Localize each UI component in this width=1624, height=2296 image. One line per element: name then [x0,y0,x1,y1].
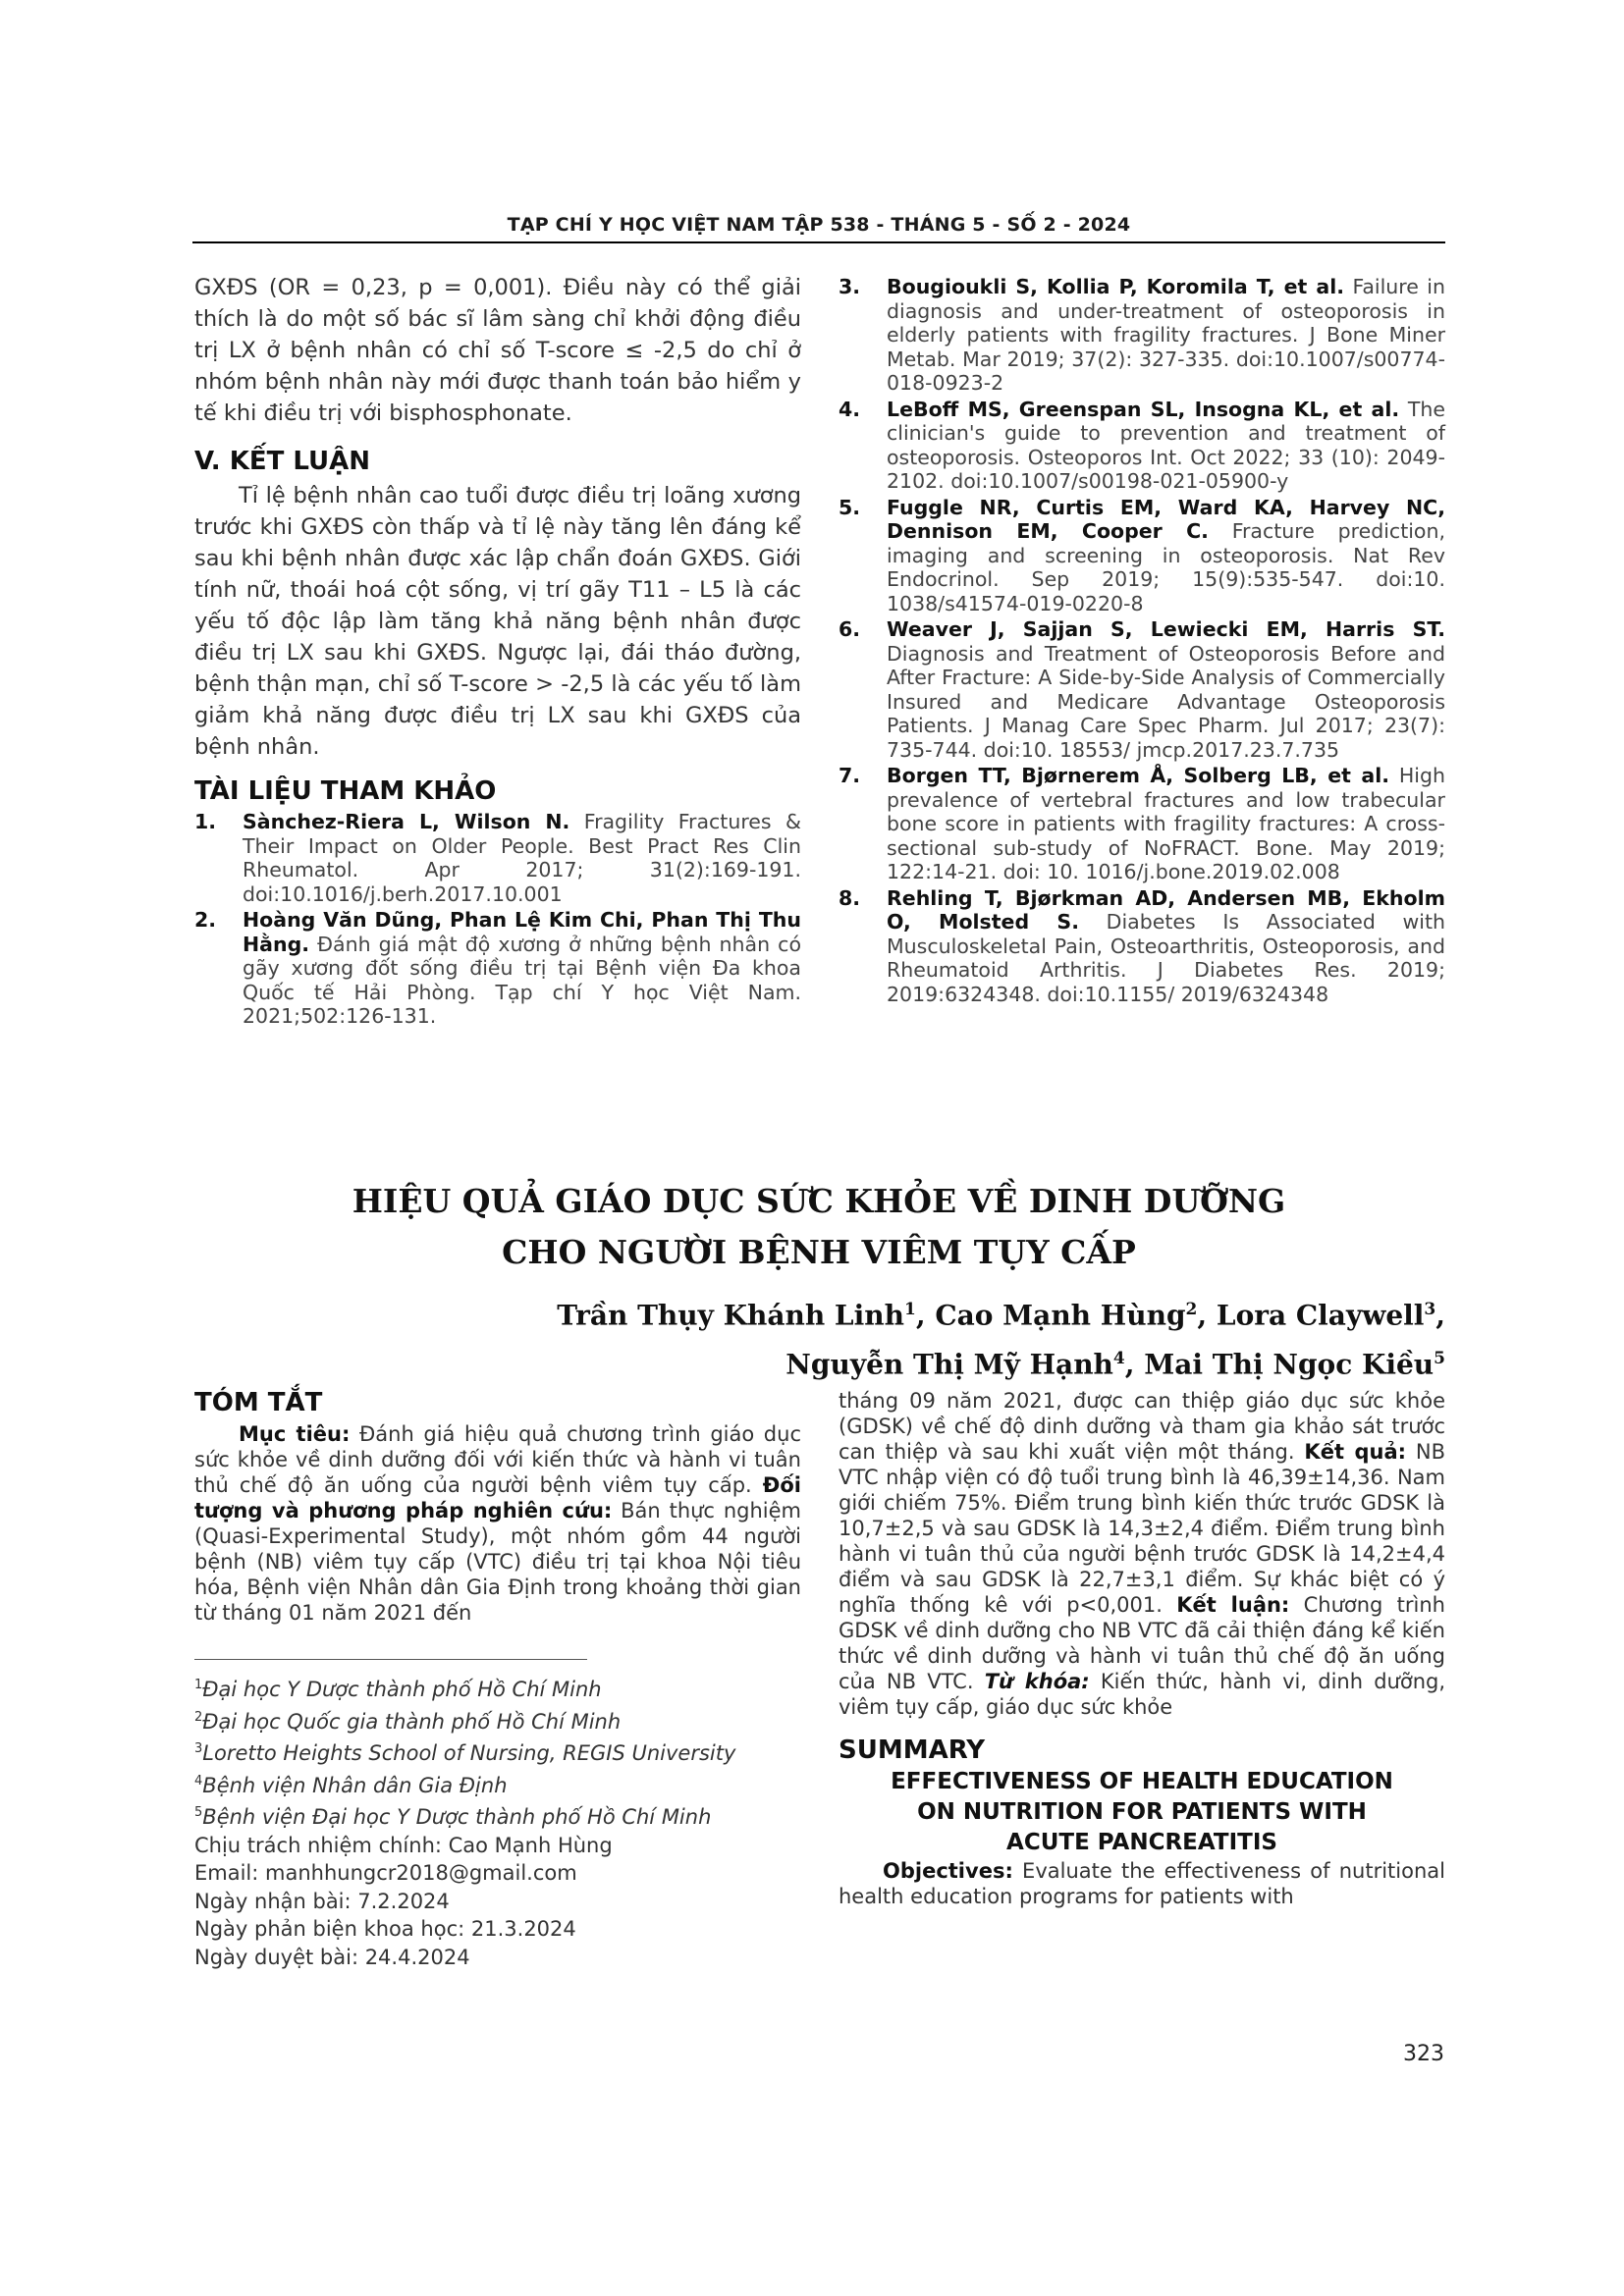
author-name: Trần Thụy Khánh Linh [557,1299,904,1332]
objectives-text: Evaluate the effectiveness of nutritional health education programs for patients with [839,1859,1445,1908]
summary-objectives [839,1858,1445,1909]
reference-item [839,398,1445,494]
author-affiliation-mark: 4 [1112,1349,1125,1369]
affiliation-text: Đại học Y Dược thành phố Hồ Chí Minh [202,1678,602,1701]
affiliation-text: Bệnh viện Đại học Y Dược thành phố Hồ Chí Minh [202,1805,712,1829]
affiliation-item [194,1799,801,1832]
accepted-date: Ngày duyệt bài: 24.4.2024 [194,1945,470,1969]
affiliation-mark: 2 [194,1709,203,1725]
reference-text: Diagnosis and Treatment of Osteoporosis Before and After Fracture: A Side-by-Side Analysis of Commercially Insured and Medicare Advantage Osteoporosis Patients. J Manag Care Spec Pharm. Jul 2017; 23(7): 735-744. doi:10. 18553/ jmcp.2017.23.7.735 [887,641,1445,762]
reference-authors: Fuggle NR, Curtis EM, Ward KA, Harvey NC, Dennison EM, Cooper C. [887,495,1445,543]
affiliation-list [194,1672,801,1832]
author-name: Lora Claywell [1216,1299,1425,1332]
objective-label: Mục tiêu: [239,1422,351,1446]
abstract-heading: TÓM TẮT [194,1388,323,1417]
english-title [839,1767,1445,1858]
reference-item [839,496,1445,616]
article-authors [557,1288,1445,1387]
author-affiliation-mark: 5 [1434,1349,1445,1369]
article-title-line-1: HIỆU QUẢ GIÁO DỤC SỨC KHỎE VỀ DINH DƯỠNG [352,1182,1286,1220]
affiliation-text: Loretto Heights School of Nursing, REGIS University [202,1741,736,1765]
keywords-text: Kiến thức, hành vi, dinh dưỡng, viêm tụy cấp, giáo dục sức khỏe [839,1670,1446,1719]
reference-number: 2. [194,908,217,932]
reference-authors: Bougioukli S, Kollia P, Koromila T, et al. [887,275,1345,298]
reference-item [839,764,1445,884]
corresponding-author: Chịu trách nhiệm chính: Cao Mạnh Hùng [194,1833,613,1857]
results-text: NB VTC nhập viện có độ tuổi trung bình là 46,39±14,36. Nam giới chiếm 75%. Điểm trung bình kiến thức trước GDSK là 10,7±2,5 và sau GDSK là 14,3±2,4 điểm. Điểm trung bình hành vi tuân thủ của người bệnh trước GDSK là 14,2±4,4 điểm và sau GDSK là 22,7±3,1 điểm. Sự khác biệt có ý nghĩa thống kê với p<0,001. [839,1440,1446,1617]
author-affiliation-mark: 1 [903,1300,916,1319]
conclusion-text: Chương trình GDSK về dinh dưỡng cho NB VTC đã cải thiện đáng kể kiến thức về dinh dưỡng và hành vi tuân thủ chế độ ăn uống của NB VTC. [839,1593,1445,1693]
affiliation-item [194,1672,801,1704]
reference-item [839,275,1445,396]
received-date: Ngày nhận bài: 7.2.2024 [194,1889,450,1913]
reference-authors: LeBoff MS, Greenspan SL, Insogna KL, et al. [887,397,1400,421]
reference-text: The clinician's guide to prevention and treatment of osteoporosis. Osteoporos Int. Oct 2022; 33 (10): 2049-2102. doi:10.1007/s00198-021-05900-y [887,397,1445,493]
affiliation-item [194,1768,801,1800]
reference-number: 3. [839,275,861,298]
reference-text: Diabetes Is Associated with Musculoskeletal Pain, Osteoarthritis, Osteoporosis, and Rheumatoid Arthritis. J Diabetes Res. 2019; 2019:6324348. doi:10.1155/ 2019/6324348 [887,910,1445,1006]
abstract-right-column [839,1388,1445,1909]
english-title-line-2: ON NUTRITION FOR PATIENTS WITH [917,1799,1367,1825]
reviewed-date: Ngày phản biện khoa học: 21.3.2024 [194,1917,576,1941]
left-column-top [194,272,801,1031]
reference-item [194,810,801,906]
reference-item [839,617,1445,762]
keywords-label: Từ khóa: [984,1670,1090,1693]
reference-text: Đánh giá mật độ xương ở những bệnh nhân có gãy xương đốt sống điều trị tại Bệnh viện Đa khoa Quốc tế Hải Phòng. Tạp chí Y học Việt Nam. 2021;502:126-131. [243,932,801,1028]
summary-heading: SUMMARY [839,1735,986,1765]
author-name: Cao Mạnh Hùng [935,1299,1186,1332]
article-title-line-2: CHO NGƯỜI BỆNH VIÊM TỤY CẤP [502,1233,1136,1271]
author-separator: , [1435,1299,1445,1332]
reference-number: 4. [839,397,861,421]
journal-header: TẠP CHÍ Y HỌC VIỆT NAM TẬP 538 - THÁNG 5 - SỐ 2 - 2024 [507,214,1131,236]
reference-number: 8. [839,885,861,910]
footnote-rule [194,1659,587,1660]
reference-text: Failure in diagnosis and under-treatment of osteoporosis in elderly patients with fragility fractures. J Bone Miner Metab. Mar 2019; 37(2): 327-335. doi:10.1007/s00774-018-0923-2 [887,275,1445,395]
conclusion-heading: V. KẾT LUẬN [194,447,371,476]
reference-number: 7. [839,764,861,787]
abstract-left-column [194,1386,801,1971]
reference-number: 5. [839,495,861,519]
methods-text: Bán thực nghiệm (Quasi-Experimental Study), một nhóm gồm 44 người bệnh (NB) viêm tụy cấp (VTC) điều trị tại khoa Nội tiêu hóa, Bệnh viện Nhân dân Gia Định trong khoảng thời gian từ tháng 01 năm 2021 đến [194,1499,801,1625]
author-name: Mai Thị Ngọc Kiều [1144,1348,1435,1381]
header-rule [192,241,1445,243]
references-list-right [839,275,1445,1006]
affiliation-text: Bệnh viện Nhân dân Gia Định [202,1773,508,1797]
objectives-label: Objectives: [883,1859,1013,1883]
english-title-line-1: EFFECTIVENESS OF HEALTH EDUCATION [891,1769,1393,1794]
abstract-paragraph-part-1 [194,1421,801,1626]
article-title [192,1176,1445,1278]
reference-text: Fracture prediction, imaging and screening in osteoporosis. Nat Rev Endocrinol. Sep 2019; 15(9):535-547. doi:10. 1038/s41574-019-0220-8 [887,519,1445,615]
reference-authors: Hoàng Văn Dũng, Phan Lệ Kim Chi, Phan Thị Thu Hằng. [243,908,801,956]
affiliation-item [194,1735,801,1768]
continuation-paragraph: GXĐS (OR = 0,23, p = 0,001). Điều này có thể giải thích là do một số bác sĩ lâm sàng chỉ khởi động điều trị LX ở bệnh nhân có chỉ số T-score ≤ -2,5 do chỉ ở nhóm bệnh nhân này mới được thanh toán bảo hiểm y tế khi điều trị với bisphosphonate. [194,275,801,426]
reference-item [194,908,801,1029]
author-name: Nguyễn Thị Mỹ Hạnh [785,1348,1113,1381]
reference-number: 6. [839,617,861,641]
author-separator: , [1197,1299,1217,1332]
reference-authors: Sànchez-Riera L, Wilson N. [243,810,570,833]
affiliation-item [194,1704,801,1736]
author-affiliation-mark: 3 [1424,1300,1436,1319]
reference-number: 1. [194,810,217,833]
references-list-left [194,810,801,1029]
email: Email: manhhungcr2018@gmail.com [194,1861,577,1885]
reference-item [839,886,1445,1007]
footnotes [194,1672,801,1971]
affiliation-mark: 3 [194,1741,203,1756]
reference-authors: Rehling T, Bjørkman AD, Andersen MB, Ekholm O, Molsted S. [887,885,1445,934]
reference-text: High prevalence of vertebral fractures and low trabecular bone score in patients with fragility fractures: A cross-sectional sub-study of NoFRACT. Bone. May 2019; 122:14-21. doi: 10. 1016/j.bone.2019.02.008 [887,764,1445,883]
results-label: Kết quả: [1304,1440,1407,1464]
authors-line-1 [557,1288,1445,1337]
conclusion-paragraph: Tỉ lệ bệnh nhân cao tuổi được điều trị loãng xương trước khi GXĐS còn thấp và tỉ lệ này tăng lên đáng kể sau khi bệnh nhân được xác lập chẩn đoán GXĐS. Giới tính nữ, thoái hoá cột sống, vị trí gãy T11 – L5 là các yếu tố độc lập làm tăng khả năng bệnh nhân được điều trị LX sau khi GXĐS. Ngược lại, đái tháo đường, bệnh thận mạn, chỉ số T-score > -2,5 là các yếu tố làm giảm khả năng được điều trị LX sau khi GXĐS của bệnh nhân. [194,483,801,760]
reference-authors: Weaver J, Sajjan S, Lewiecki EM, Harris ST. [887,617,1445,641]
affiliation-mark: 4 [194,1773,203,1789]
authors-line-2 [557,1337,1445,1386]
english-title-line-3: ACUTE PANCREATITIS [1006,1830,1277,1855]
reference-authors: Borgen TT, Bjørnerem Å, Solberg LB, et al. [887,764,1390,787]
methods-continuation: tháng 09 năm 2021, được can thiệp giáo dục sức khỏe (GDSK) về chế độ dinh dưỡng và tham gia khảo sát trước can thiệp và sau khi xuất viện một tháng. [839,1389,1445,1464]
page-number: 323 [1403,2042,1444,2066]
author-affiliation-mark: 2 [1185,1300,1198,1319]
affiliation-mark: 5 [194,1805,203,1820]
conclusion-label: Kết luận: [1176,1593,1290,1617]
author-separator: , [915,1299,936,1332]
affiliation-mark: 1 [194,1678,203,1692]
affiliation-text: Đại học Quốc gia thành phố Hồ Chí Minh [202,1709,622,1734]
methods-label: Đối tượng và phương pháp nghiên cứu: [194,1473,801,1522]
reference-text: Fragility Fractures & Their Impact on Older People. Best Pract Res Clin Rheumatol. Apr 2017; 31(2):169-191. doi:10.1016/j.berh.2017.10.001 [243,810,801,906]
author-separator: , [1124,1348,1145,1381]
objective-text: Đánh giá hiệu quả chương trình giáo dục sức khỏe về dinh dưỡng đối với kiến thức và hành vi tuân thủ chế độ ăn uống của người bệnh viêm tụy cấp. [194,1422,801,1497]
references-heading: TÀI LIỆU THAM KHẢO [194,776,497,806]
abstract-paragraph-part-2 [839,1388,1445,1720]
right-column-top [839,275,1445,1008]
